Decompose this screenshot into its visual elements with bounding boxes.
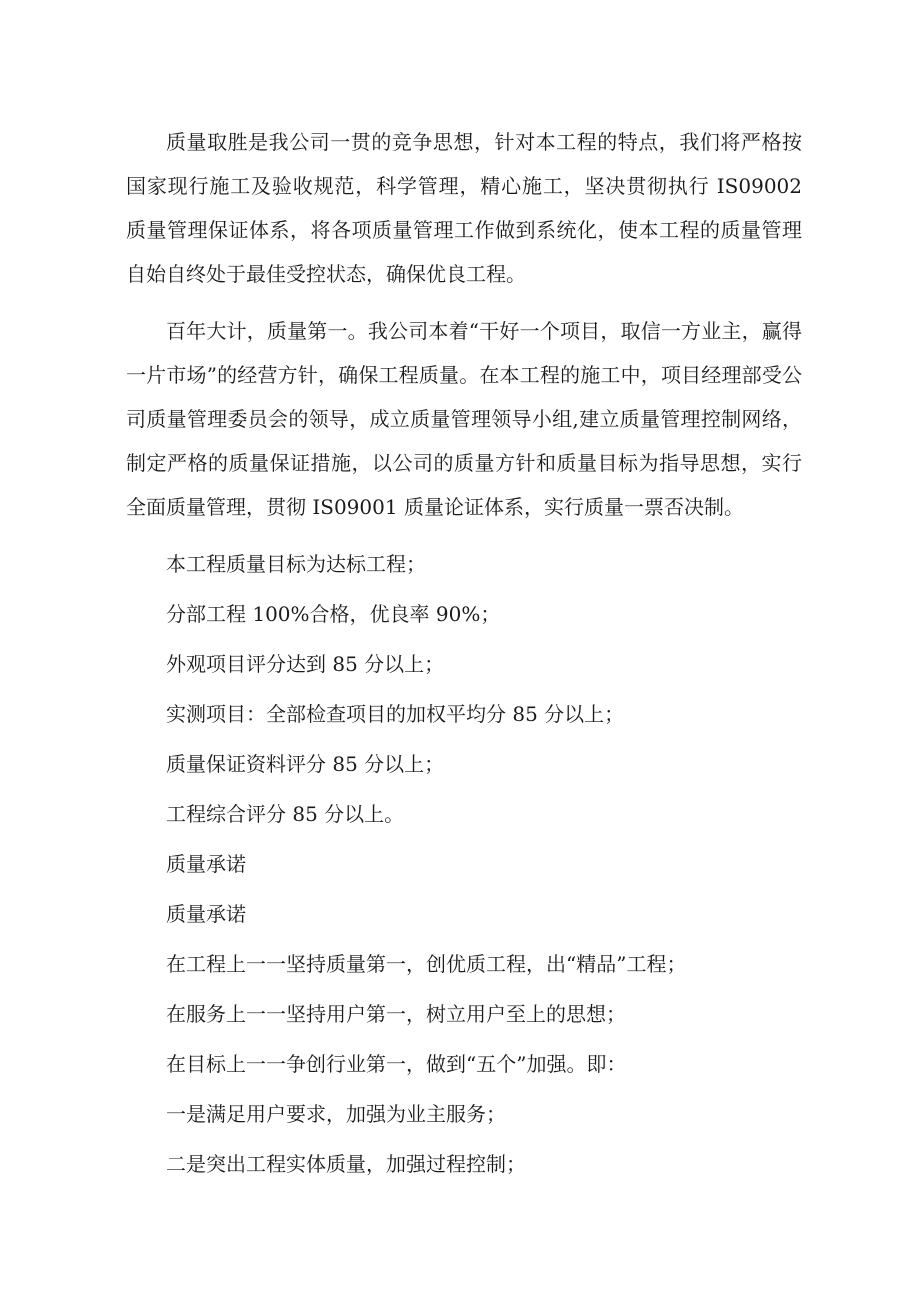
paragraph-quality-first: 百年大计，质量第一。我公司本着“干好一个项目，取信一方业主，赢得一片市场”的经营方针，确保工程质量。在本工程的施工中，项目经理部受公司质量管理委员会的领导，成立质量管理领导小组,建立质量管理控制网络，制定严格的质量保证措施，以公司的质量方针和质量目标为指导思想，实行全面质量管理，贯彻 IS09001 质量论证体系，实行质量一票否决制。: [126, 319, 802, 519]
commitment-line: 二是突出工程实体质量，加强过程控制；: [166, 1152, 526, 1176]
document-body: [126, 120, 802, 1192]
quality-target-line: 分部工程 100%合格，优良率 90%；: [166, 602, 501, 626]
section-heading: 质量承诺: [166, 852, 246, 876]
quality-target-line: 本工程质量目标为达标工程；: [166, 552, 426, 576]
quality-target-line: 工程综合评分 85 分以上。: [166, 802, 405, 826]
quality-target-line: 实测项目：全部检查项目的加权平均分 85 分以上；: [166, 702, 625, 726]
commitment-line: 在目标上一一争创行业第一，做到“五个”加强。即：: [166, 1052, 627, 1076]
paragraph-quality-strategy: 质量取胜是我公司一贯的竞争思想，针对本工程的特点，我们将严格按国家现行施工及验收规范，科学管理，精心施工，坚决贯彻执行 IS09002 质量管理保证体系，将各项质量管理工作做到系统化，使本工程的质量管理自始自终处于最佳受控状态，确保优良工程。: [126, 130, 802, 286]
commitment-line: 在服务上一一坚持用户第一，树立用户至上的思想；: [166, 1002, 626, 1026]
quality-target-line: 质量保证资料评分 85 分以上；: [166, 752, 445, 776]
section-heading: 质量承诺: [166, 902, 246, 926]
quality-target-line: 外观项目评分达到 85 分以上；: [166, 652, 445, 676]
commitment-line: 一是满足用户要求，加强为业主服务；: [166, 1102, 506, 1126]
commitment-line: 在工程上一一坚持质量第一，创优质工程，出“精品”工程；: [166, 952, 687, 976]
